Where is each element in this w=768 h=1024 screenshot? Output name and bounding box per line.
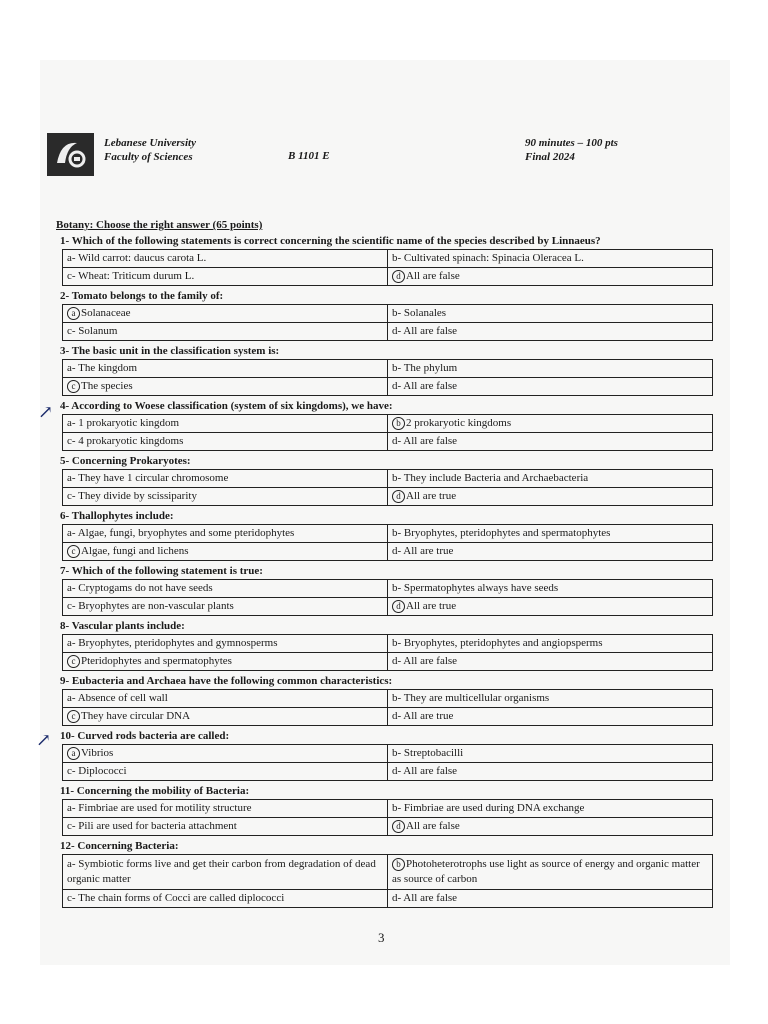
section-title: Botany: Choose the right answer (65 points): [56, 219, 263, 231]
option-text: Photoheterotrophs use light as source of energy and organic matter as source of carbon: [392, 858, 700, 885]
option-b[interactable]: [388, 360, 713, 378]
option-c[interactable]: [63, 433, 388, 451]
question-text: 3- The basic unit in the classification system is:: [60, 345, 280, 357]
pen-arrow-mark: ↗: [38, 402, 54, 422]
circled-answer-mark: b: [392, 417, 405, 430]
option-c[interactable]: [63, 598, 388, 616]
option-text: 2 prokaryotic kingdoms: [406, 417, 512, 429]
option-text: Solanaceae: [81, 307, 131, 319]
option-text: c- Pili are used for bacteria attachment: [67, 820, 237, 832]
option-b[interactable]: [388, 690, 713, 708]
option-text: The species: [81, 380, 133, 392]
answer-options: [62, 524, 713, 561]
answer-options: [62, 249, 713, 286]
option-a[interactable]: [63, 360, 388, 378]
option-text: a- Wild carrot: daucus carota L.: [67, 252, 207, 264]
option-a[interactable]: [63, 250, 388, 268]
option-b[interactable]: [388, 745, 713, 763]
circled-answer-mark: a: [67, 307, 80, 320]
question-text: 6- Thallophytes include:: [60, 510, 174, 522]
option-d[interactable]: [388, 543, 713, 561]
option-text: a- Bryophytes, pteridophytes and gymnosperms: [67, 637, 278, 649]
answer-options: [62, 414, 713, 451]
option-b[interactable]: [388, 580, 713, 598]
option-c[interactable]: [63, 708, 388, 726]
pen-arrow-mark: ↗: [36, 730, 52, 750]
option-c[interactable]: [63, 763, 388, 781]
answer-options: [62, 744, 713, 781]
option-c[interactable]: [63, 818, 388, 836]
option-text: b- The phylum: [392, 362, 458, 374]
option-a[interactable]: [63, 305, 388, 323]
option-b[interactable]: [388, 800, 713, 818]
option-d[interactable]: [388, 708, 713, 726]
option-text: b- Bryophytes, pteridophytes and angiopsperms: [392, 637, 603, 649]
option-text: d- All are true: [392, 710, 454, 722]
course-code: B 1101 E: [288, 150, 330, 162]
option-a[interactable]: [63, 525, 388, 543]
option-d[interactable]: [388, 653, 713, 671]
option-d[interactable]: [388, 818, 713, 836]
option-a[interactable]: [63, 635, 388, 653]
option-text: All are true: [406, 600, 457, 612]
option-a[interactable]: [63, 855, 388, 890]
option-text: All are false: [406, 820, 460, 832]
exam-title: Final 2024: [525, 151, 575, 163]
university-logo: [47, 133, 94, 176]
answer-options: [62, 304, 713, 341]
option-d[interactable]: [388, 268, 713, 286]
option-text: a- 1 prokaryotic kingdom: [67, 417, 180, 429]
option-a[interactable]: [63, 800, 388, 818]
answer-options: [62, 634, 713, 671]
answer-options: [62, 579, 713, 616]
option-b[interactable]: [388, 470, 713, 488]
option-a[interactable]: [63, 745, 388, 763]
option-text: d- All are false: [392, 435, 458, 447]
option-a[interactable]: [63, 690, 388, 708]
option-c[interactable]: [63, 890, 388, 908]
option-text: c- Solanum: [67, 325, 118, 337]
option-c[interactable]: [63, 268, 388, 286]
page-number: 3: [378, 930, 385, 945]
answer-options: [62, 799, 713, 836]
question-text: 4- According to Woese classification (system of six kingdoms), we have:: [60, 400, 393, 412]
circled-answer-mark: d: [392, 490, 405, 503]
option-text: d- All are false: [392, 380, 458, 392]
option-b[interactable]: [388, 305, 713, 323]
option-text: Vibrios: [81, 747, 114, 759]
option-text: a- Fimbriae are used for motility structure: [67, 802, 252, 814]
option-text: d- All are false: [392, 765, 458, 777]
question-text: 10- Curved rods bacteria are called:: [60, 730, 230, 742]
answer-options: [62, 359, 713, 396]
option-text: a- The kingdom: [67, 362, 138, 374]
option-text: b- Fimbriae are used during DNA exchange: [392, 802, 585, 814]
faculty-name: Faculty of Sciences: [104, 151, 193, 163]
option-text: b- They are multicellular organisms: [392, 692, 550, 704]
option-text: a- Cryptogams do not have seeds: [67, 582, 213, 594]
option-text: b- Solanales: [392, 307, 447, 319]
option-text: b- Cultivated spinach: Spinacia Oleracea L.: [392, 252, 584, 264]
option-text: a- Absence of cell wall: [67, 692, 168, 704]
option-d[interactable]: [388, 433, 713, 451]
option-b[interactable]: [388, 855, 713, 890]
option-text: d- All are false: [392, 655, 458, 667]
circled-answer-mark: c: [67, 380, 80, 393]
circled-answer-mark: d: [392, 270, 405, 283]
question-text: 2- Tomato belongs to the family of:: [60, 290, 224, 302]
option-text: Algae, fungi and lichens: [81, 545, 189, 557]
option-text: c- They divide by scissiparity: [67, 490, 197, 502]
circled-answer-mark: d: [392, 600, 405, 613]
option-b[interactable]: [388, 635, 713, 653]
option-text: c- Bryophytes are non-vascular plants: [67, 600, 234, 612]
circled-answer-mark: c: [67, 545, 80, 558]
question-list: [60, 233, 720, 910]
option-text: b- Spermatophytes always have seeds: [392, 582, 559, 594]
option-text: c- Diplococci: [67, 765, 127, 777]
option-a[interactable]: [63, 470, 388, 488]
answer-options: [62, 469, 713, 506]
header-exam-info: [525, 136, 618, 164]
circled-answer-mark: b: [392, 858, 405, 871]
circled-answer-mark: d: [392, 820, 405, 833]
question-text: 1- Which of the following statements is correct concerning the scientific name of the species described by Linnaeus?: [60, 235, 601, 247]
option-d[interactable]: [388, 598, 713, 616]
question-text: 9- Eubacteria and Archaea have the following common characteristics:: [60, 675, 393, 687]
option-text: Pteridophytes and spermatophytes: [81, 655, 232, 667]
question-text: 12- Concerning Bacteria:: [60, 840, 179, 852]
option-text: b- They include Bacteria and Archaebacteria: [392, 472, 589, 484]
header-institution: [104, 136, 196, 164]
option-text: All are true: [406, 490, 457, 502]
option-text: a- Symbiotic forms live and get their carbon from degradation of dead organic matter: [67, 858, 376, 885]
option-text: d- All are false: [392, 892, 458, 904]
option-text: All are false: [406, 270, 460, 282]
question-text: 5- Concerning Prokaryotes:: [60, 455, 191, 467]
university-name: Lebanese University: [104, 137, 196, 149]
circled-answer-mark: c: [67, 710, 80, 723]
option-d[interactable]: [388, 488, 713, 506]
option-text: They have circular DNA: [81, 710, 191, 722]
option-c[interactable]: [63, 653, 388, 671]
circled-answer-mark: c: [67, 655, 80, 668]
option-c[interactable]: [63, 323, 388, 341]
circled-answer-mark: a: [67, 747, 80, 760]
option-a[interactable]: [63, 415, 388, 433]
answer-options: [62, 854, 713, 908]
question-text: 11- Concerning the mobility of Bacteria:: [60, 785, 250, 797]
option-text: d- All are true: [392, 545, 454, 557]
option-c[interactable]: [63, 543, 388, 561]
option-a[interactable]: [63, 580, 388, 598]
option-text: c- 4 prokaryotic kingdoms: [67, 435, 184, 447]
option-text: b- Streptobacilli: [392, 747, 464, 759]
option-c[interactable]: [63, 488, 388, 506]
option-d[interactable]: [388, 890, 713, 908]
option-text: b- Bryophytes, pteridophytes and spermatophytes: [392, 527, 611, 539]
option-c[interactable]: [63, 378, 388, 396]
answer-options: [62, 689, 713, 726]
option-b[interactable]: [388, 525, 713, 543]
option-text: d- All are false: [392, 325, 458, 337]
option-d[interactable]: [388, 323, 713, 341]
option-text: c- The chain forms of Cocci are called diplococci: [67, 892, 285, 904]
option-text: c- Wheat: Triticum durum L.: [67, 270, 195, 282]
option-b[interactable]: [388, 250, 713, 268]
option-d[interactable]: [388, 378, 713, 396]
question-text: 7- Which of the following statement is true:: [60, 565, 263, 577]
option-text: a- They have 1 circular chromosome: [67, 472, 229, 484]
exam-duration: 90 minutes – 100 pts: [525, 137, 618, 149]
option-text: a- Algae, fungi, bryophytes and some pteridophytes: [67, 527, 295, 539]
question-text: 8- Vascular plants include:: [60, 620, 185, 632]
option-d[interactable]: [388, 763, 713, 781]
option-b[interactable]: [388, 415, 713, 433]
